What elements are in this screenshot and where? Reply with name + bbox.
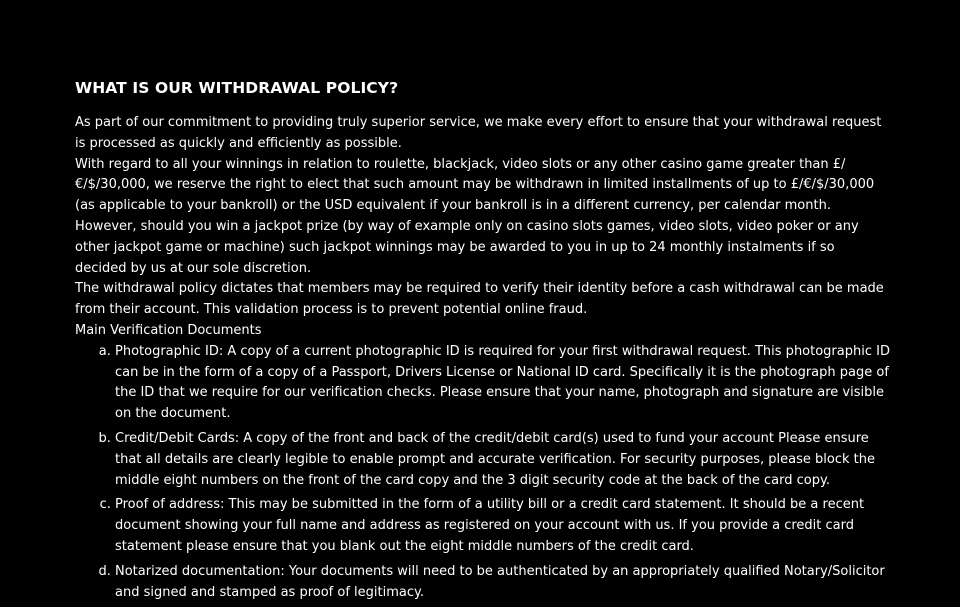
intro-paragraph: As part of our commitment to providing truly superior service, we make every effort to ensure that your withdrawal request is processed as quickly and efficiently as possible. bbox=[75, 115, 882, 151]
list-item-photographic-id: a. Photographic ID: A copy of a current photographic ID is required for your first withdrawal request. This photographic ID can be in the form of a copy of a Passport, Drivers License or National ID card. Specifically it is the photograph page of the ID that we require for our verification checks. Please ensure that your name, photograph and signature are visible on the document. bbox=[115, 342, 890, 425]
documents-list bbox=[75, 342, 890, 604]
list-item-proof-of-address: c. Proof of address: This may be submitted in the form of a utility bill or a credit card statement. It should be a recent document showing your full name and address as registered on your account with us. If you provide a credit card statement please ensure that you blank out the eight middle numbers of the credit card. bbox=[115, 495, 890, 557]
documents-subheading: Main Verification Documents bbox=[75, 322, 262, 338]
withdrawal-policy-section bbox=[75, 78, 890, 607]
verification-paragraph: The withdrawal policy dictates that members may be required to verify their identity before a cash withdrawal can be made from their account. This validation process is to prevent potential online fraud. bbox=[75, 281, 884, 318]
winnings-paragraph: With regard to all your winnings in relation to roulette, blackjack, video slots or any other casino game greater than £/€/$/30,000, we reserve the right to elect that such amount may be withdrawn in limited installments of up to £/€/$/30,000 (as applicable to your bankroll) or the USD equivalent if your bankroll is in a different currency, per calendar month. However, should you win a jackpot prize (by way of example only on casino slots games, video slots, video poker or any other jackpot game or machine) such jackpot winnings may be awarded to you in up to 24 monthly instalments if so decided by us at our sole discretion. bbox=[75, 156, 875, 276]
list-item-notarized-documentation: d. Notarized documentation: Your documents will need to be authenticated by an appropriately qualified Notary/Solicitor and signed and stamped as proof of legitimacy. bbox=[115, 562, 890, 604]
list-item-credit-debit-cards: b. Credit/Debit Cards: A copy of the front and back of the credit/debit card(s) used to fund your account Please ensure that all details are clearly legible to enable prompt and accurate verification. For security purposes, please block the middle eight numbers on the front of the card copy and the 3 digit security code at the back of the card copy. bbox=[115, 429, 890, 491]
page-title: WHAT IS OUR WITHDRAWAL POLICY? bbox=[75, 79, 399, 97]
